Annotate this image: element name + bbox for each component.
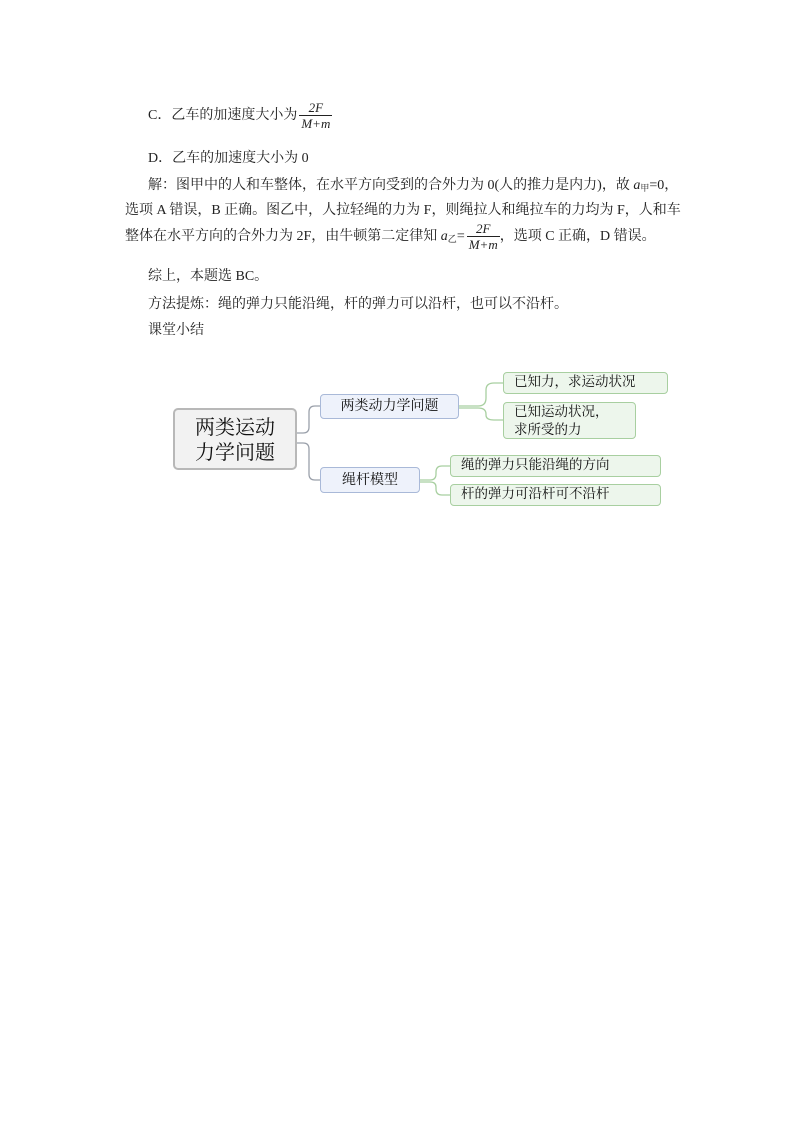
connector-b2-c2 — [420, 482, 450, 495]
mindmap-leaf-rope: 绳的弹力只能沿绳的方向 — [450, 455, 661, 477]
root-line-2: 力学问题 — [195, 440, 275, 464]
root-line-1: 两类运动 — [195, 415, 275, 439]
subscript: 乙 — [447, 234, 457, 245]
connector-root-b1 — [297, 406, 320, 433]
option-c-text: C．乙车的加速度大小为 — [148, 108, 298, 124]
solution-text: =0， — [649, 178, 679, 193]
subscript: 甲 — [640, 183, 650, 193]
mindmap-leaf-known-motion — [503, 402, 636, 439]
connector-b1-c1 — [459, 383, 503, 406]
equals-sign: = — [456, 229, 465, 245]
method-line: 方法提炼：绳的弹力只能沿绳，杆的弹力可以沿杆，也可以不沿杆。 — [148, 297, 568, 312]
mindmap-leaf-rod: 杆的弹力可沿杆可不沿杆 — [450, 484, 661, 506]
leaf-line-1: 已知运动状况， — [514, 404, 609, 420]
fraction-denominator: M+m — [301, 116, 331, 131]
section-title: 课堂小结 — [148, 323, 204, 338]
summary-line: 综上，本题选 BC。 — [148, 269, 269, 284]
mindmap-leaf-known-force: 已知力，求运动状况 — [503, 372, 668, 394]
mindmap-branch-dynamics: 两类动力学问题 — [320, 394, 459, 419]
solution-text: 整体在水平方向的合外力为 2F，由牛顿第二定律知 — [125, 229, 441, 245]
fraction-denominator: M+m — [468, 237, 498, 252]
variable-a: a — [633, 178, 641, 193]
variable-a: a — [440, 229, 448, 245]
mindmap-root — [173, 408, 297, 470]
connector-b1-c2 — [459, 408, 503, 420]
leaf-line-2: 求所受的力 — [514, 422, 582, 438]
solution-text: ，选项 C 正确，D 错误。 — [499, 229, 656, 245]
mindmap-branch-rope-rod: 绳杆模型 — [320, 467, 420, 493]
solution-text: 解：图甲中的人和车整体，在水平方向受到的合外力为 0(人的推力是内力)，故 — [148, 178, 634, 193]
fraction-numerator: 2F — [475, 221, 491, 236]
solution-line-2: 选项 A 错误，B 正确。图乙中，人拉轻绳的力为 F，则绳拉人和绳拉车的力均为 F，人和车 — [125, 203, 681, 218]
fraction-numerator: 2F — [308, 100, 324, 115]
connector-root-b2 — [297, 443, 320, 480]
option-d: D．乙车的加速度大小为 0 — [148, 151, 309, 166]
connector-b2-c1 — [420, 466, 450, 480]
